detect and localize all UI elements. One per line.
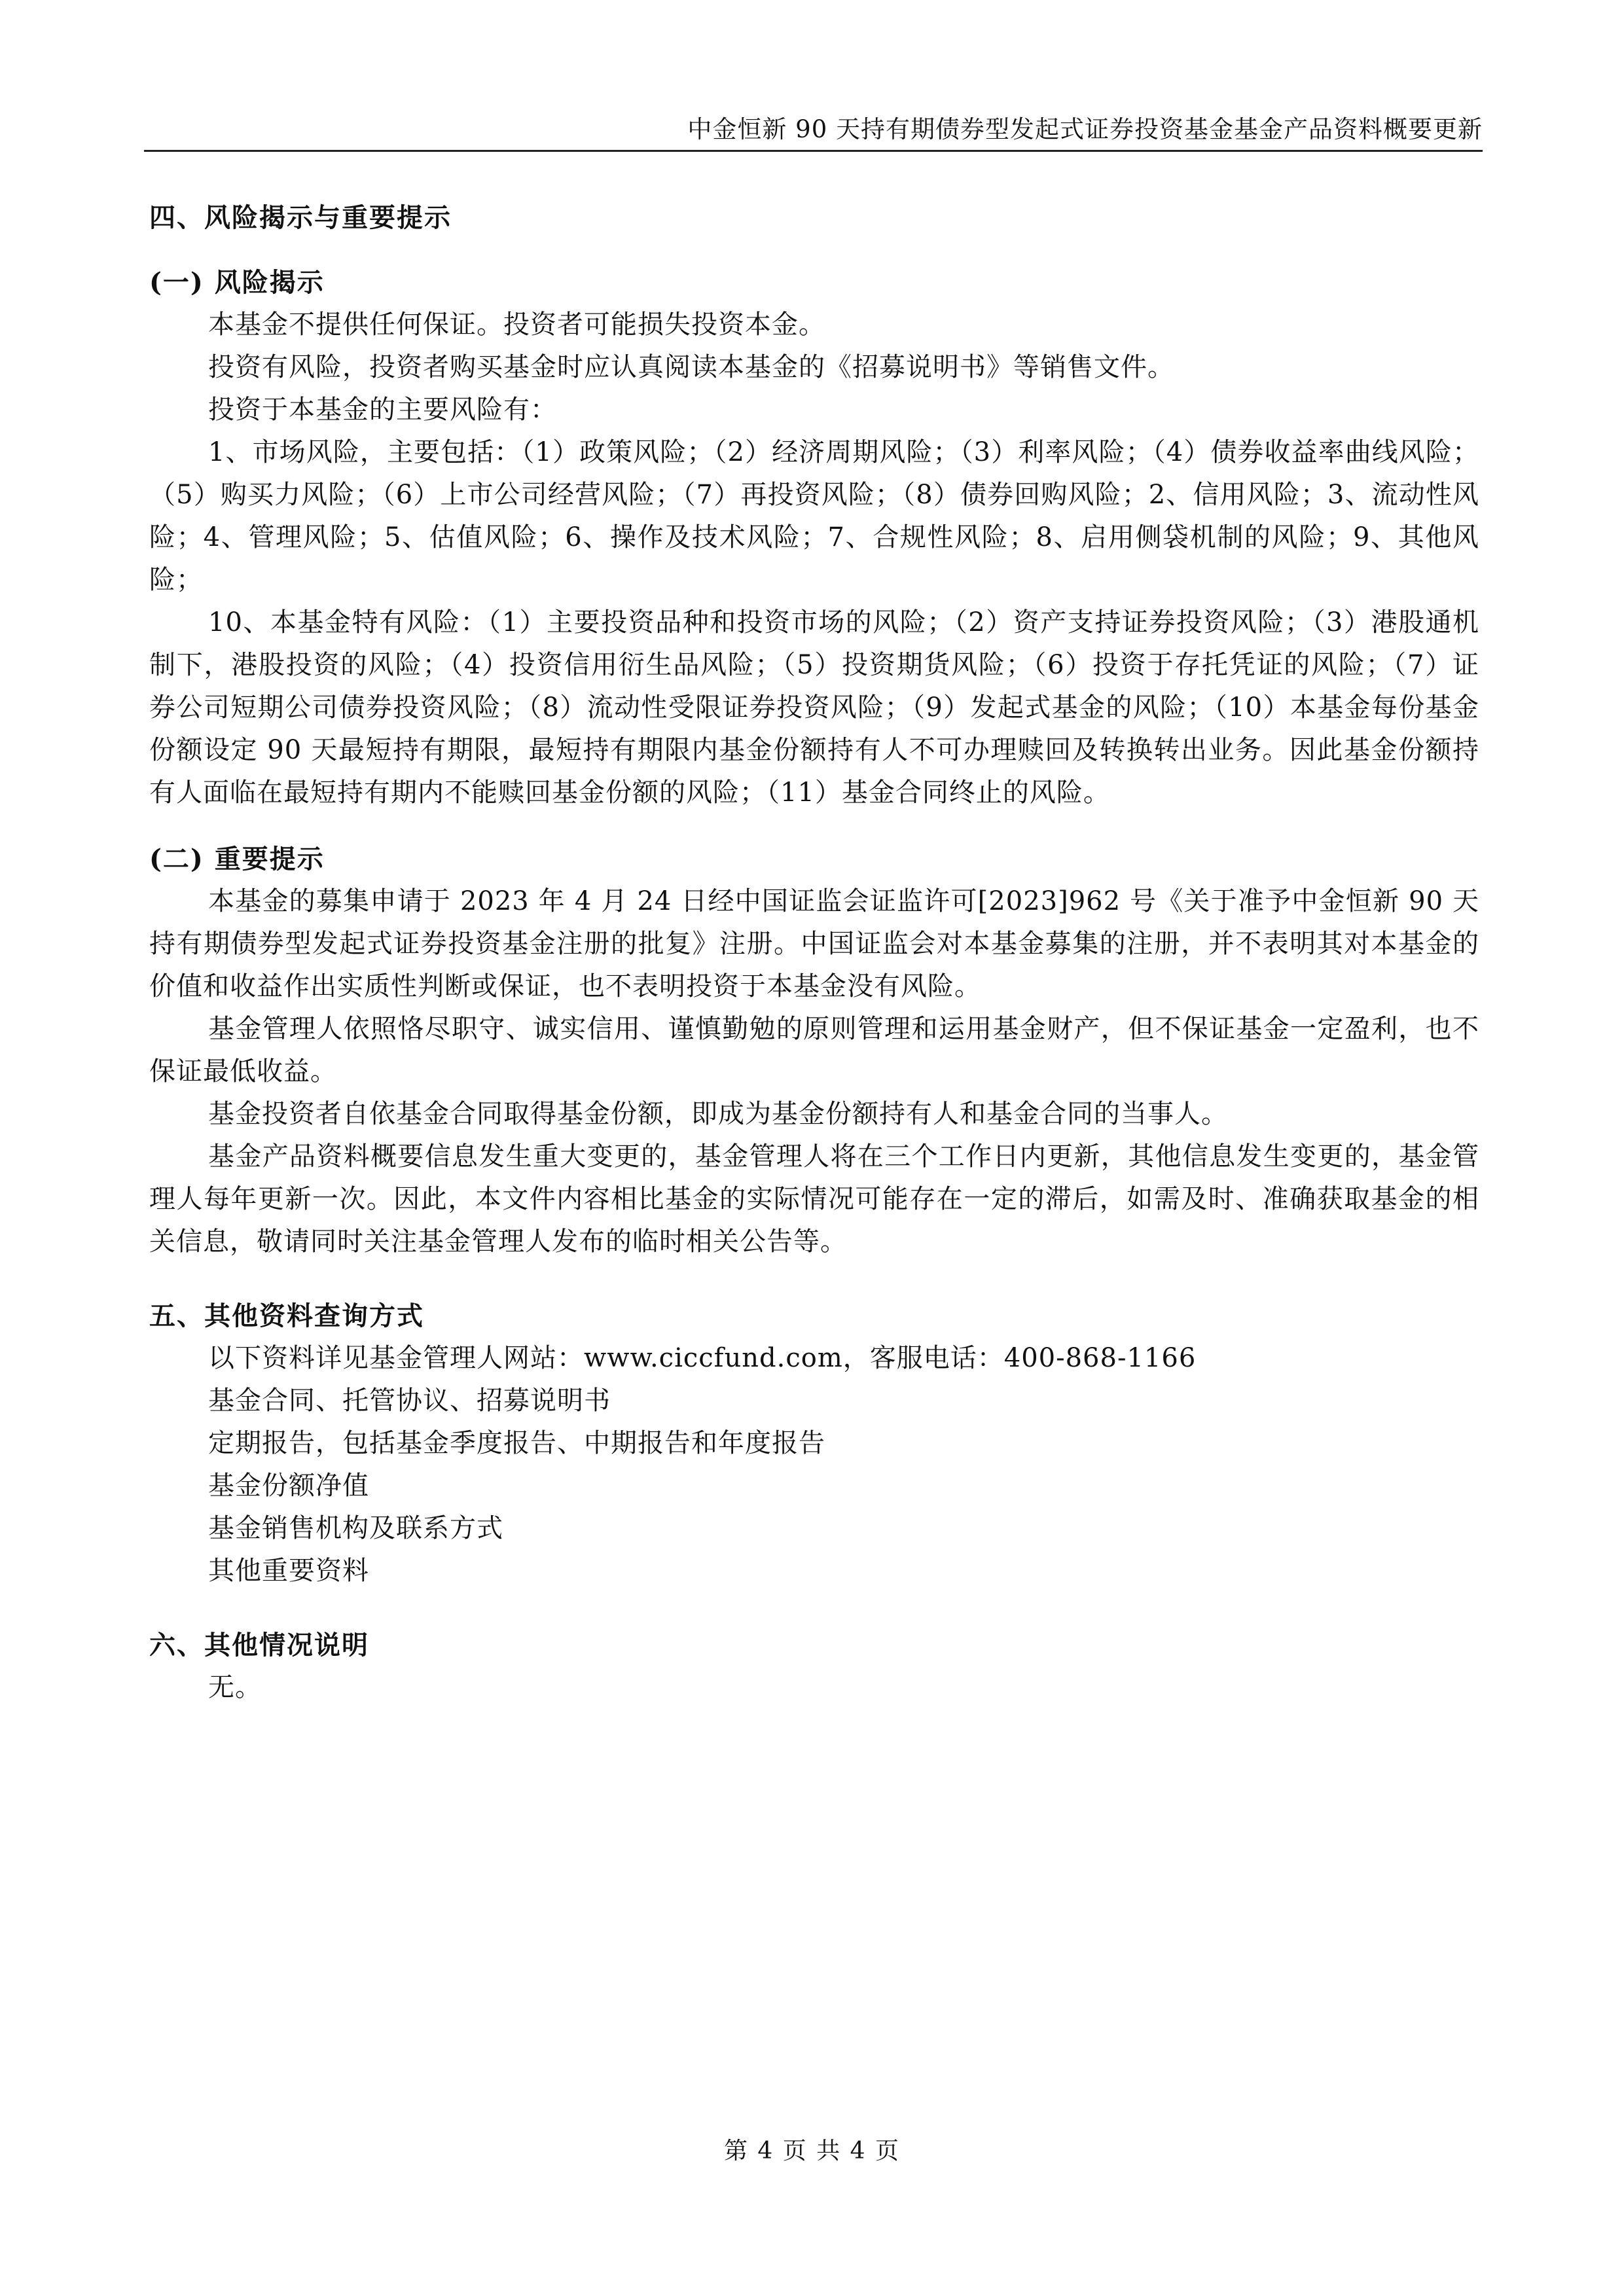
paragraph: 投资有风险，投资者购买基金时应认真阅读本基金的《招募说明书》等销售文件。: [208, 352, 1174, 382]
subsection-heading-important-notice: (二) 重要提示: [149, 844, 325, 874]
paragraph: 10、本基金特有风险：（1）主要投资品种和投资市场的风险；（2）资产支持证券投资风险；（3）港股通机制下，港股投资的风险；（4）投资信用衍生品风险；（5）投资期货风险；（6）投资于存托凭证的风险；（7）证券公司短期公司债券投资风险；（8）流动性受限证券投资风险；（9）发起式基金的风险；（10）本基金每份基金份额设定 90 天最短持有期限，最短持有期限内基金份额持有人不可办理赎回及转换转出业务。因此基金份额持有人面临在最短持有期内不能赎回基金份额的风险；（11）基金合同终止的风险。: [149, 607, 1479, 808]
paragraph: 本基金不提供任何保证。投资者可能损失投资本金。: [208, 310, 825, 340]
page-number: 第 4 页 共 4 页: [723, 2138, 901, 2164]
section-heading-other-info-query: 五、其他资料查询方式: [149, 1300, 424, 1331]
section-heading-risk-disclosure: 四、风险揭示与重要提示: [149, 202, 452, 233]
paragraph: 基金管理人依照恪尽职守、诚实信用、谨慎勤勉的原则管理和运用基金财产，但不保证基金一定盈利，也不保证最低收益。: [149, 1014, 1479, 1086]
paragraph: 基金产品资料概要信息发生重大变更的，基金管理人将在三个工作日内更新，其他信息发生变更的，基金管理人每年更新一次。因此，本文件内容相比基金的实际情况可能存在一定的滞后，如需及时、准确获取基金的相关信息，敬请同时关注基金管理人发布的临时相关公告等。: [149, 1141, 1479, 1257]
list-item: 其他重要资料: [208, 1556, 369, 1586]
document-body: [149, 196, 1479, 1709]
list-item: 定期报告，包括基金季度报告、中期报告和年度报告: [208, 1428, 825, 1458]
list-item: 以下资料详见基金管理人网站：www.ciccfund.com，客服电话：400-868-1166: [208, 1343, 1197, 1373]
list-item: 基金销售机构及联系方式: [208, 1513, 503, 1543]
paragraph: 1、市场风险，主要包括：（1）政策风险；（2）经济周期风险；（3）利率风险；（4）债券收益率曲线风险；（5）购买力风险；（6）上市公司经营风险；（7）再投资风险；（8）债券回购风险；2、信用风险；3、流动性风险；4、管理风险；5、估值风险；6、操作及技术风险；7、合规性风险；8、启用侧袋机制的风险；9、其他风险；: [149, 437, 1479, 595]
paragraph: 投资于本基金的主要风险有：: [208, 395, 557, 425]
section-heading-other-notes: 六、其他情况说明: [149, 1630, 369, 1660]
subsection-heading-risk-disclosure: (一) 风险揭示: [149, 267, 325, 298]
list-item: 基金合同、托管协议、招募说明书: [208, 1386, 611, 1416]
page-header: 中金恒新 90 天持有期债券型发起式证券投资基金基金产品资料概要更新: [144, 113, 1483, 152]
paragraph: 无。: [208, 1672, 262, 1702]
paragraph: 本基金的募集申请于 2023 年 4 月 24 日经中国证监会证监许可[2023]962 号《关于准予中金恒新 90 天持有期债券型发起式证券投资基金注册的批复》注册。中国证监会对本基金募集的注册，并不表明其对本基金的价值和收益作出实质性判断或保证，也不表明投资于本基金没有风险。: [149, 886, 1479, 1001]
list-item: 基金份额净值: [208, 1471, 369, 1501]
paragraph: 基金投资者自依基金合同取得基金份额，即成为基金份额持有人和基金合同的当事人。: [208, 1099, 1228, 1129]
